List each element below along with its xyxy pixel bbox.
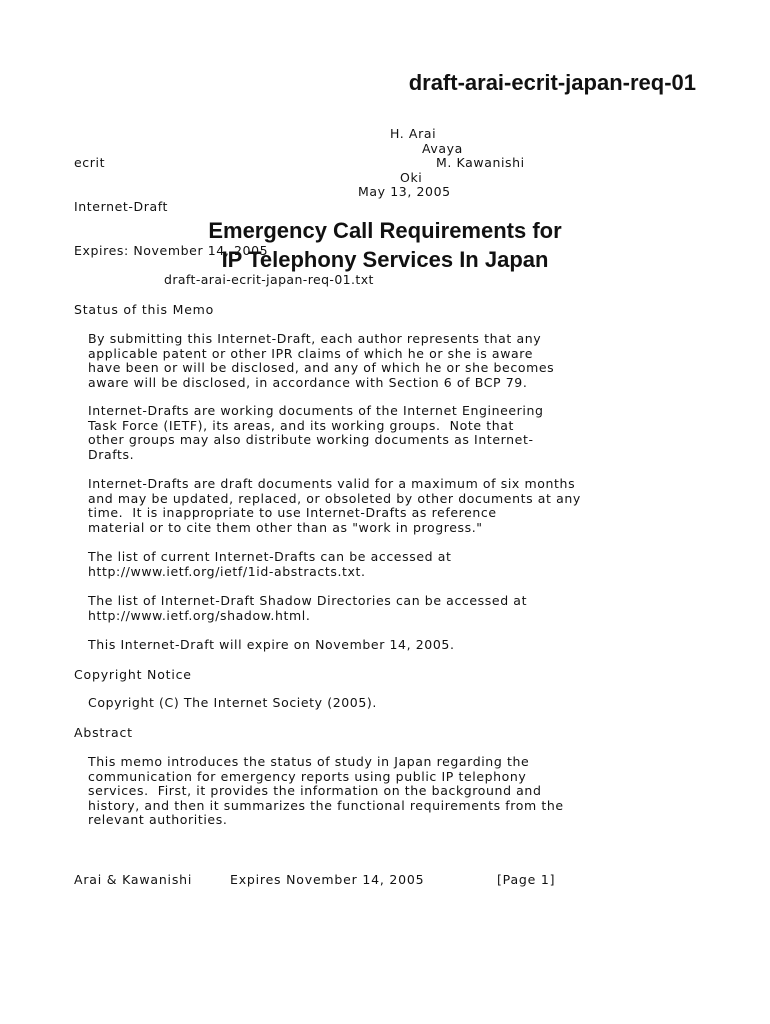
document-title-line-2: IP Telephony Services In Japan [221, 247, 549, 272]
author-2-name: M. Kawanishi [436, 155, 525, 171]
document-name-header: draft-arai-ecrit-japan-req-01 [408, 70, 696, 95]
status-paragraph-working-docs: Internet-Drafts are working documents of the Internet Engineering Task Force (IETF), its areas, and its working groups. Note that other groups may also distribute working documents as Internet- Drafts. [88, 403, 544, 462]
abstract-text: This memo introduces the status of study in Japan regarding the communication for emergency reports using public IP telephony services. First, it provides the information on the background and history, and then it summarizes the functional requirements from the relevant authorities. [88, 754, 564, 828]
author-2-org: Oki [400, 169, 423, 185]
document-type-label: Internet-Draft [74, 198, 169, 214]
copyright-heading: Copyright Notice [74, 667, 192, 682]
status-paragraph-expiry: This Internet-Draft will expire on November 14, 2005. [88, 637, 455, 652]
abstract-heading: Abstract [74, 725, 133, 740]
status-paragraph-validity: Internet-Drafts are draft documents valid for a maximum of six months and may be updated, replaced, or obsoleted by other documents at any time. It is inappropriate to use Internet-Drafts as reference material or to cite them other than as "work in progress." [88, 476, 581, 535]
footer-expires: Expires November 14, 2005 [230, 872, 425, 887]
author-1-org: Avaya [422, 140, 463, 156]
document-title-line-1: Emergency Call Requirements for [208, 218, 562, 243]
author-1-name: H. Arai [390, 126, 437, 141]
footer-authors: Arai & Kawanishi [74, 872, 193, 887]
status-paragraph-current-drafts: The list of current Internet-Drafts can be accessed at http://www.ietf.org/ietf/1id-abstracts.txt. [88, 549, 452, 579]
document-date: May 13, 2005 [358, 184, 451, 200]
status-paragraph-ipr: By submitting this Internet-Draft, each author represents that any applicable patent or other IPR claims of which he or she is aware have been or will be disclosed, and any of which he or she becomes aware will be disclosed, in accordance with Section 6 of BCP 79. [88, 331, 555, 390]
working-group-label: ecrit [74, 155, 106, 171]
status-paragraph-shadow-dirs: The list of Internet-Draft Shadow Directories can be accessed at http://www.ietf.org/shadow.html. [88, 593, 528, 623]
document-filename: draft-arai-ecrit-japan-req-01.txt [164, 272, 374, 287]
status-heading: Status of this Memo [74, 302, 215, 317]
expiration-label: Expires: November 14, 2005 [74, 242, 269, 258]
copyright-text: Copyright (C) The Internet Society (2005). [88, 695, 377, 710]
footer-page-number: [Page 1] [497, 872, 556, 887]
